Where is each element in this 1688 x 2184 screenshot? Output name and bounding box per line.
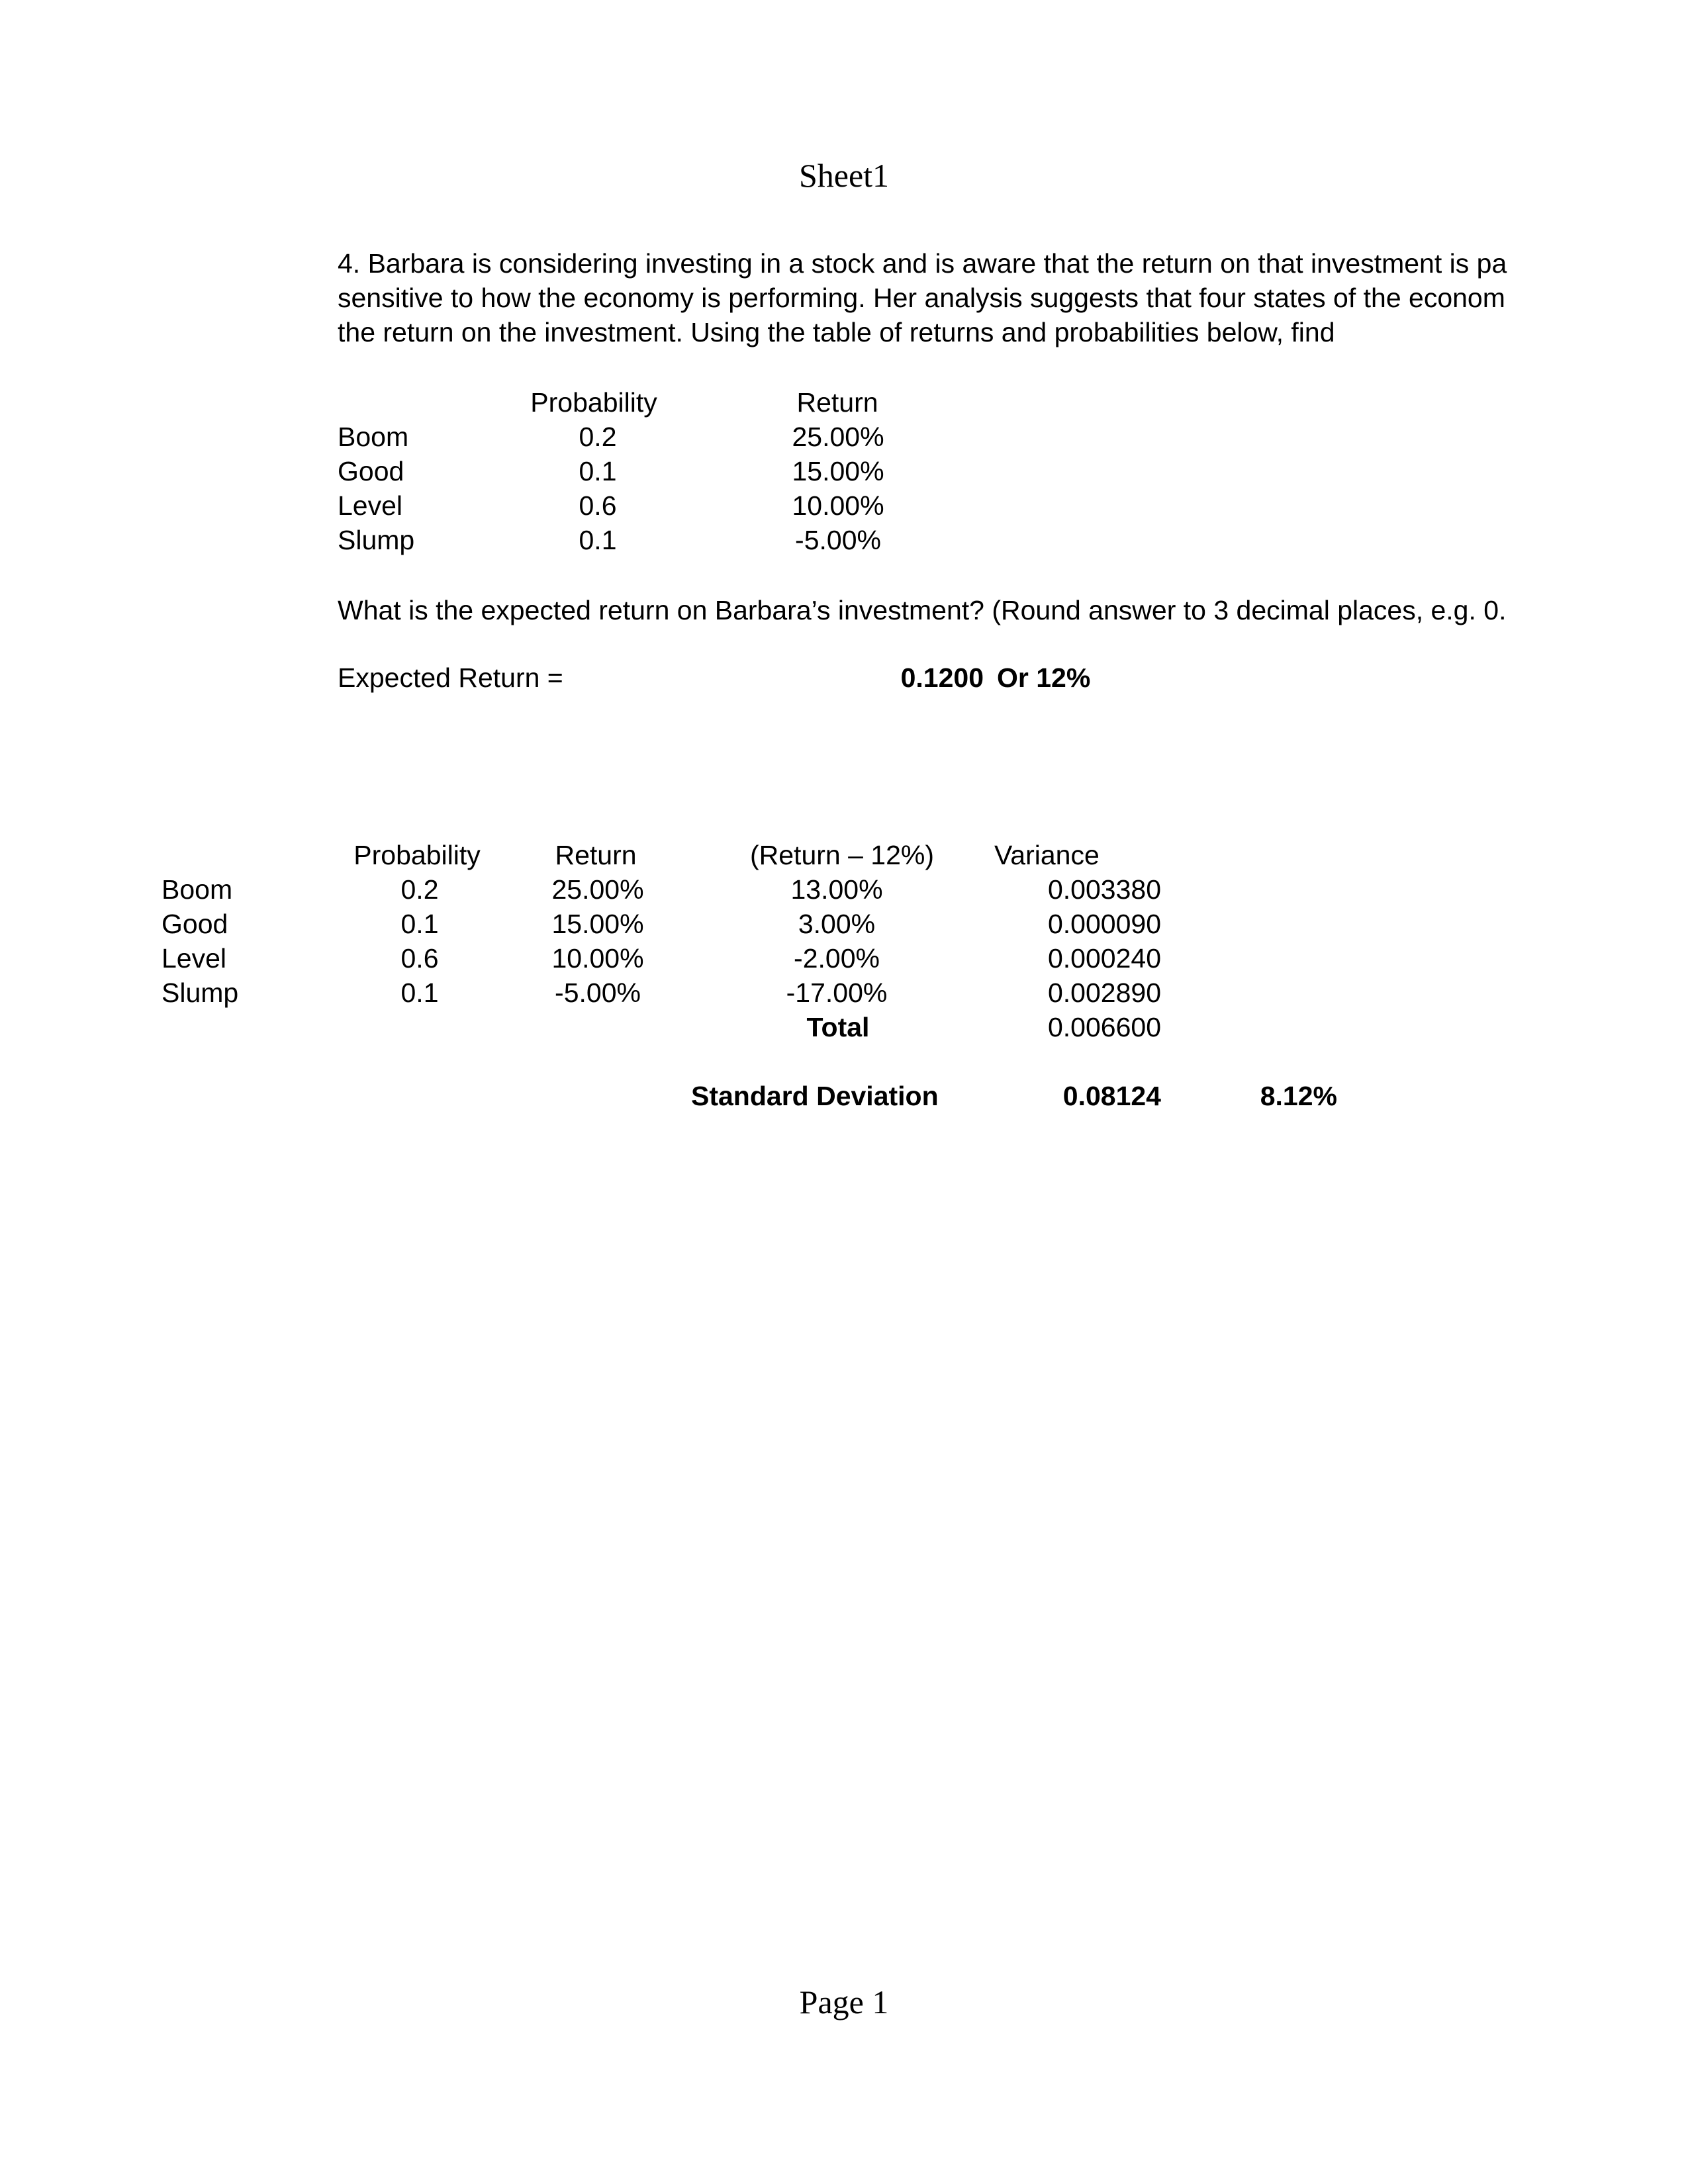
table1-probability: 0.1 [579, 456, 617, 486]
table2-probability: 0.6 [400, 943, 439, 974]
std-dev-value: 0.08124 [1062, 1081, 1161, 1111]
table2-probability: 0.1 [400, 978, 439, 1008]
table2-header-variance: Variance [994, 840, 1100, 870]
table1-state: Level [338, 490, 403, 521]
question-text: What is the expected return on Barbara’s investment? (Round answer to 3 decimal places, e.g. 0. [338, 595, 1507, 625]
table2-state: Level [162, 943, 227, 974]
table2-header-return: Return [555, 840, 637, 870]
table2-return: -5.00% [555, 978, 641, 1008]
total-variance: 0.006600 [1047, 1012, 1161, 1042]
table1-return: 25.00% [792, 422, 884, 452]
table2-return: 15.00% [551, 909, 644, 939]
table1-probability: 0.6 [579, 490, 617, 521]
table2-return: 10.00% [551, 943, 644, 974]
table2-variance: 0.000090 [1047, 909, 1161, 939]
table2-state: Good [162, 909, 228, 939]
table2-header-probability: Probability [353, 840, 481, 870]
total-label: Total [806, 1012, 870, 1042]
table2-variance: 0.000240 [1047, 943, 1161, 974]
table2-deviation: -2.00% [794, 943, 880, 974]
page-number: Page 1 [799, 1983, 889, 2021]
expected-return-value: 0.1200 [900, 662, 984, 693]
page-title: Sheet1 [798, 157, 890, 194]
std-dev-percent: 8.12% [1260, 1081, 1337, 1111]
table2-probability: 0.1 [400, 909, 439, 939]
table2-deviation: 13.00% [790, 874, 883, 905]
table2-variance: 0.002890 [1047, 978, 1161, 1008]
problem-line-2: sensitive to how the economy is performing. Her analysis suggests that four states of the econom [338, 283, 1505, 313]
table1-return: 15.00% [792, 456, 884, 486]
table2-deviation: 3.00% [798, 909, 876, 939]
table1-return: -5.00% [795, 525, 881, 555]
table2-return: 25.00% [551, 874, 644, 905]
table2-variance: 0.003380 [1047, 874, 1161, 905]
expected-return-percent: Or 12% [997, 662, 1091, 693]
problem-line-3: the return on the investment. Using the table of returns and probabilities below, find [338, 317, 1335, 347]
table1-header-probability: Probability [530, 387, 657, 418]
table1-probability: 0.1 [579, 525, 617, 555]
std-dev-label: Standard Deviation [691, 1081, 939, 1111]
problem-line-1: 4. Barbara is considering investing in a stock and is aware that the return on that investment is pa [338, 248, 1507, 279]
table1-state: Slump [338, 525, 415, 555]
table1-state: Boom [338, 422, 409, 452]
table1-state: Good [338, 456, 404, 486]
table2-state: Slump [162, 978, 239, 1008]
table2-deviation: -17.00% [786, 978, 888, 1008]
table2-probability: 0.2 [400, 874, 439, 905]
table2-state: Boom [162, 874, 233, 905]
expected-return-label: Expected Return = [338, 662, 563, 693]
table1-return: 10.00% [792, 490, 884, 521]
table1-header-return: Return [796, 387, 878, 418]
table2-header-deviation: (Return – 12%) [749, 840, 935, 870]
table1-probability: 0.2 [579, 422, 617, 452]
